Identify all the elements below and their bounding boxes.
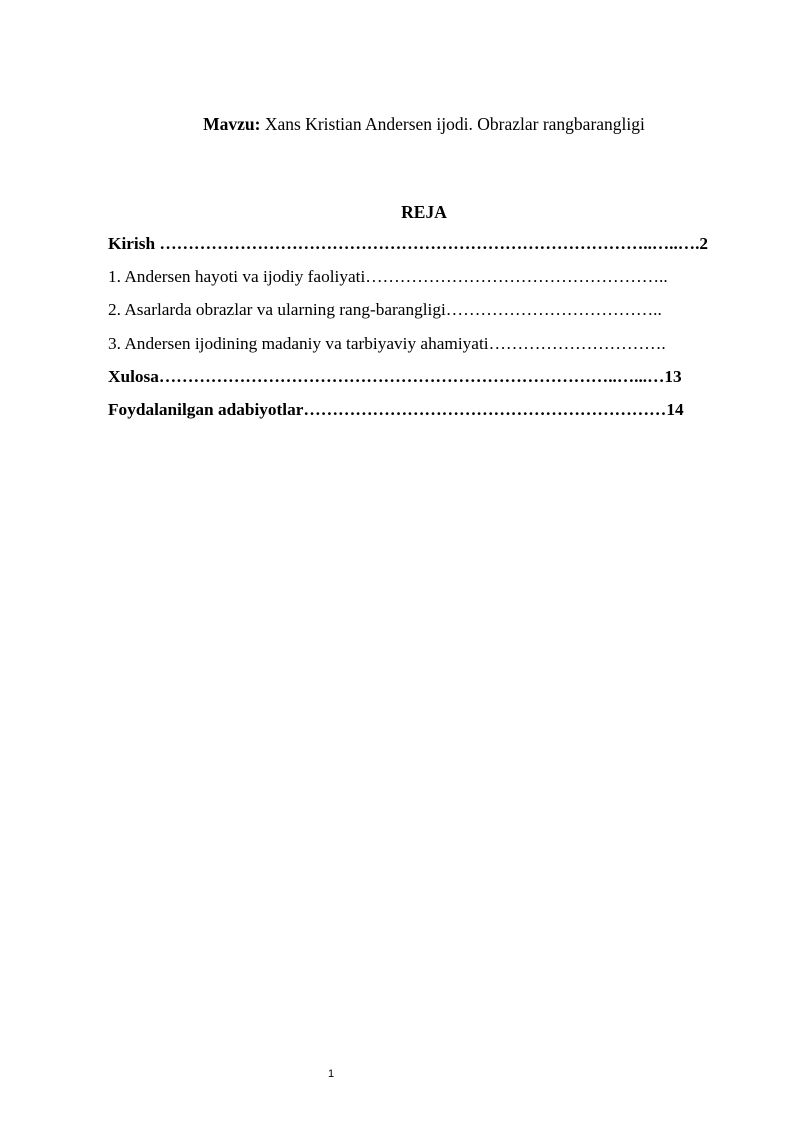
topic-label: Mavzu:: [203, 114, 261, 134]
toc-entry-kirish: Kirish …………………………………………………………………………..…..….2: [108, 234, 709, 253]
toc-entry-section-3: 3. Andersen ijodining madaniy va tarbiyaviy ahamiyati………………………….: [108, 333, 666, 353]
table-of-contents: [108, 233, 748, 432]
toc-entry-section-1: 1. Andersen hayoti va ijodiy faoliyati……………………………………………..: [108, 267, 668, 287]
toc-entry-xulosa: Xulosa……………………………………………………………………..…...…13: [108, 366, 682, 386]
toc-entry-references: Foydalanilgan adabiyotlar………………………………………………………14: [108, 399, 684, 419]
toc-entry-section-2: 2. Asarlarda obrazlar va ularning rang-barangligi………………………………..: [108, 300, 662, 320]
topic-text: Xans Kristian Andersen ijodi. Obrazlar rangbarangligi: [260, 114, 645, 134]
plan-title: REJA: [401, 202, 447, 222]
page-number: 1: [327, 1068, 335, 1080]
topic-heading: [0, 113, 800, 135]
